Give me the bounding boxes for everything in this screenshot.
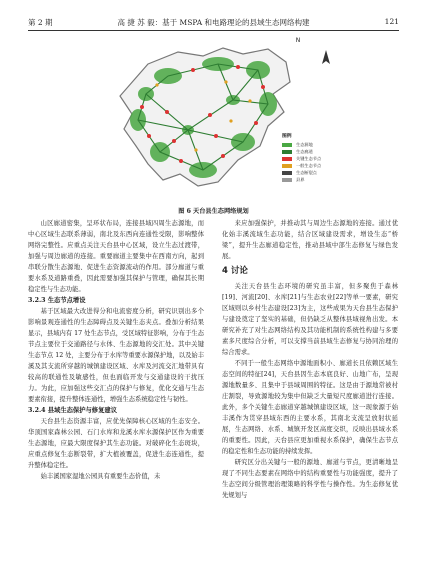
map-legend: [282, 132, 340, 183]
ecological-network-map: [28, 34, 399, 202]
paragraph: 始丰溪国家湿地公园具有重要生态价值，未: [40, 473, 161, 480]
right-column: [222, 218, 398, 501]
paragraph: 来应加强保护，并推动其与周边生态源地的连接。通过优化始丰溪流域生态功能，结合区域建设需求，增设生态“桥梁”，提升生态廊道稳定性，推动县域中部生态修复与绿色发展。: [222, 220, 398, 260]
legend-label: 县界: [296, 176, 305, 182]
issue-number: 第 2 期: [28, 18, 53, 27]
paragraph: 基于区域最大改进得分和电流密度分析，研究识别出多个影响景观连通性的生态障碍点及关键生态夹点。叠加分析结果显示，县域内有 17 处生态节点，受区域特征影响，分布于生态节点主要位于交通路径与水体、生态源地的交汇处。其中关键生态节点 12 处，主要分布于水库等重要水源保护地，以及始丰溪及其支流所穿越的城镇建设区域、水库及河流交汇地带具有较高的联通性及敏感性，但也面临开发与交通建设的干扰压力。为此，应加强这些交汇点的保护与修复，优化交通与生态要素衔接，提升整体连通性，增强生态系统稳定性与韧性。: [28, 308, 204, 403]
figure-caption: 图 6 天台县生态网络规划: [178, 208, 249, 215]
running-header: [28, 14, 399, 31]
legend-item: [282, 176, 340, 183]
paragraph: 天台县生态资源丰富，应优先保障核心区域的生态安全。华顶国家森林公园、石门水库和龙溪水库水源保护区作为重要生态源地，应最大限度保护其生态功能。对破碎化生态斑块，应重点修复生态断裂带，扩大植被覆盖，促进生态连通性，提升整体稳定性。: [28, 418, 204, 469]
legend-swatch: [282, 164, 292, 168]
left-column: [28, 218, 204, 482]
legend-item: [282, 162, 340, 169]
legend-item: [282, 169, 340, 176]
paragraph: 山区廊道密集，呈环状布局，连接县域四周生态源地，而中心区域生态联系薄弱，南北及东西向连通性受限，影响整体网络完整性。应重点关注天台县中心区域，设立生态过渡带，加强与周边廊道的连接。重要廊道主要集中在西南方向，起到串联分散生态源地、促进生态资源流动的作用。部分廊道与重要水系及道路重叠，因此需要加强其保护与管理，确保其长期稳定性与生态功能。: [28, 220, 204, 293]
section-heading: 4 讨论: [222, 266, 248, 276]
north-arrow-icon: [322, 50, 330, 64]
legend-label: 关键生态节点: [296, 155, 322, 161]
north-label: N: [295, 37, 301, 44]
legend-swatch: [282, 178, 292, 182]
section-heading: 3.2.3 生态节点增设: [28, 297, 86, 304]
page-number: 121: [384, 17, 399, 26]
legend-swatch: [282, 143, 292, 147]
legend-label: 生态断裂点: [296, 169, 317, 175]
paragraph: 不同于一般生态网络中源地面积小、廊道长且依赖区域生态空间的特征[24]，天台县因生态本底良好、山地广布，呈现源地数量多、且集中于县域周围的特征。这是由于源地常被村庄割裂，导致源地较为集中但缺乏大量短尺度廊道进行连接。此外，多个关键生态廊道穿越城镇建设区域，这一现象源于始丰溪作为贯穿县域东西的主要水系，其南北支流呈放射状延展，生态网络、水系、城镇开发区高度交织，反映出县域水系的重要性。因此，天台县应更加重视水系保护，确保生态节点的稳定性和生态功能的持续发挥。: [222, 360, 398, 455]
legend-label: 生态源地: [296, 141, 313, 147]
legend-title: 图例: [282, 134, 292, 139]
legend-item: [282, 148, 340, 155]
running-title: 高 捷 苏 毅：基于 MSPA 和电路理论的县域生态网络构建: [117, 18, 310, 27]
legend-label: 生态廊道: [296, 148, 313, 154]
legend-item: [282, 155, 340, 162]
section-heading: 3.2.4 县域生态保护与修复建议: [28, 407, 117, 414]
legend-swatch: [282, 171, 292, 175]
paragraph: 关注天台县生态环境的研究虽丰富，但多聚焦于森林[19]、河流[20]、水库[21]与生态农业[22]等单一要素，研究区域则以乡村生态建设[23]为主，这些成果为天台县生态保护与建设奠定了坚实的基础，但仍缺乏从整体县域视角出发。本研究补充了对生态网络结构及其功能机制的系统性构建与多要素多尺度综合分析，可以支撑当前县域生态修复与协同治理的综合需求。: [222, 283, 398, 356]
legend-label: 一般生态节点: [296, 162, 322, 168]
paragraph: 研究区分出关键与一般的源地、廊道与节点，更清晰地呈现了不同生态要素在网络中的结构重要性与功能强度，提升了生态空间分级管理治理策略的科学性与操作性。为生态修复优先规划与: [222, 459, 398, 499]
legend-swatch: [282, 150, 292, 154]
legend-item: [282, 141, 340, 148]
figure-map: [28, 34, 399, 202]
legend-swatch: [282, 157, 292, 161]
